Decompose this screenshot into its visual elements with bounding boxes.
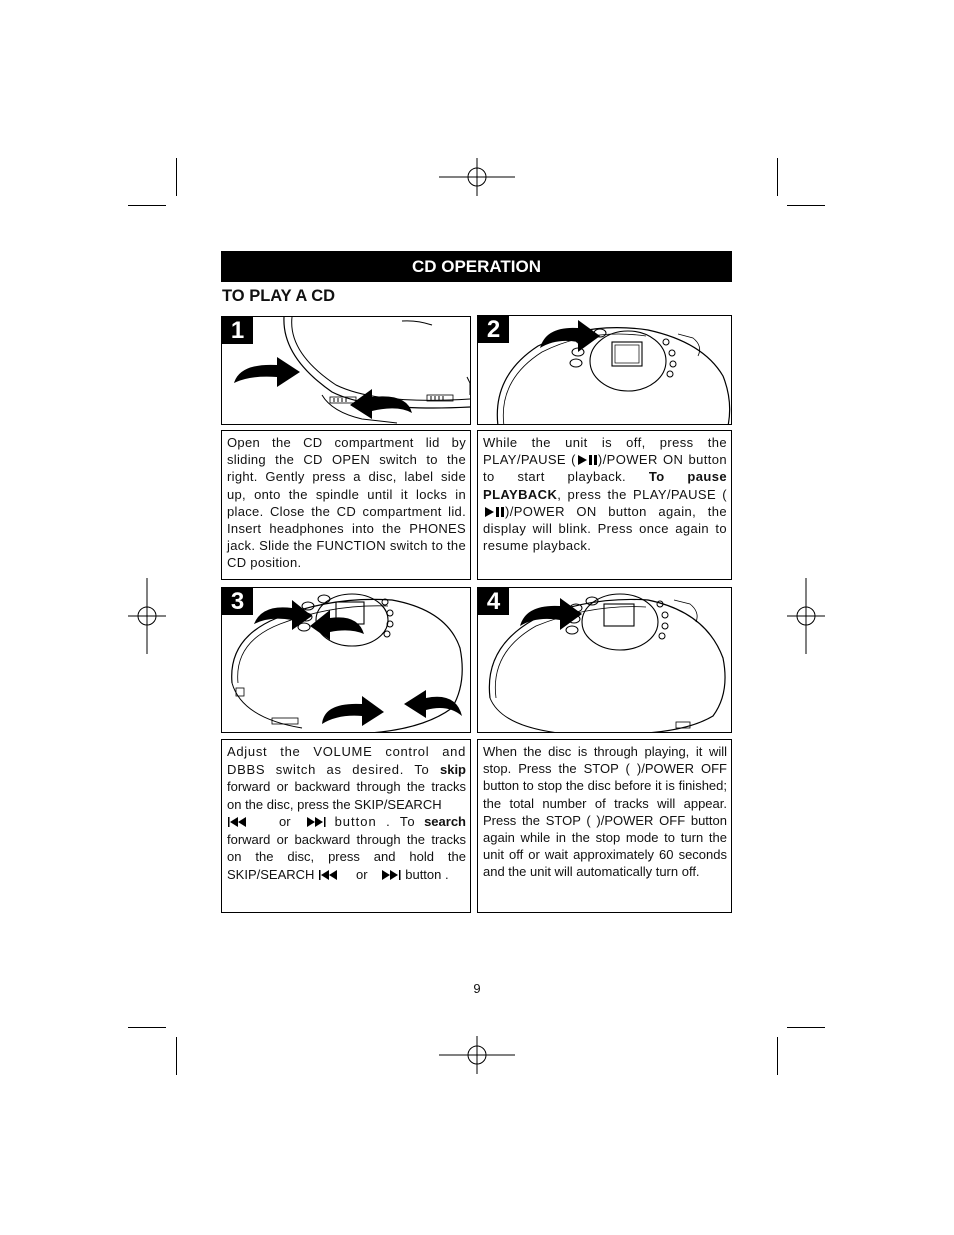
crop-mark	[176, 158, 177, 196]
step-3-text-part: button .	[405, 866, 449, 882]
curved-arrow-icon	[234, 357, 300, 387]
step-number: 3	[222, 588, 253, 615]
step-3-text-part: forward or backward through the tracks on the disc, press the SKIP/SEARCH	[227, 779, 466, 812]
step-2-bold: To pause PLAYBACK	[483, 469, 727, 502]
skip-forward-icon	[305, 816, 327, 828]
step-2-text-part: )/POWER ON button to start playback.	[483, 452, 727, 485]
skip-back-icon	[227, 816, 249, 828]
skip-back-icon	[318, 869, 340, 881]
curved-arrow-icon	[404, 690, 462, 718]
section-title: CD OPERATION	[221, 251, 732, 282]
step-2-illustration	[477, 315, 732, 425]
registration-mark-icon	[439, 1036, 515, 1074]
step-3-bold: skip	[439, 761, 466, 777]
step-3-text-part: or	[279, 814, 291, 829]
crop-mark	[787, 1027, 825, 1028]
page-number: 9	[473, 981, 481, 996]
step-number: 2	[478, 316, 509, 343]
play-pause-icon	[483, 506, 505, 518]
crop-mark	[176, 1037, 177, 1075]
registration-mark-icon	[128, 578, 166, 654]
page-subtitle: TO PLAY A CD	[222, 287, 336, 305]
step-1-text-box	[221, 430, 471, 580]
registration-mark-icon	[439, 158, 515, 196]
step-3-illustration	[221, 587, 471, 733]
step-4-text: When the disc is through playing, it will stop. Press the STOP ( )/POWER OFF button to stop the disc before it is finished; the total number of tracks will appear. Press the STOP ( )/POWER OFF button again while in the stop mode to turn the unit off or wait approximately 60 seconds and the unit will automatically turn off.	[483, 744, 727, 880]
cd-player-drawing	[222, 317, 471, 425]
crop-mark	[128, 1027, 166, 1028]
step-3-text	[227, 743, 466, 883]
crop-mark	[777, 1037, 778, 1075]
step-3-text-box	[221, 739, 471, 913]
step-3-text-part: forward or backward through the tracks on the disc, press and hold the SKIP/SEARCH	[227, 831, 466, 882]
step-2-text-part: )/POWER ON button again, the display will blink. Press once again to resume playback.	[483, 503, 727, 554]
step-2-text	[483, 434, 727, 554]
step-2-text-part: While the unit is off, press the PLAY/PAUSE (	[483, 435, 727, 468]
step-4-text-box	[477, 739, 732, 913]
step-number: 4	[478, 588, 509, 615]
step-2-text-part: , press the PLAY/PAUSE (	[557, 486, 727, 502]
step-1-text: Open the CD compartment lid by sliding the CD OPEN switch to the right. Gently press a disc, label side up, onto the spindle until it locks in place. Close the CD compartment lid. Insert headphones into the PHONES jack. Slide the FUNCTION switch to the CD position.	[227, 435, 466, 571]
step-3-text-part: button . To	[334, 814, 416, 829]
step-4-illustration	[477, 587, 732, 733]
crop-mark	[128, 205, 166, 206]
step-2-text-box	[477, 430, 732, 580]
curved-arrow-icon	[520, 598, 582, 630]
curved-arrow-icon	[540, 320, 600, 352]
cd-player-drawing	[222, 588, 471, 733]
step-3-text-part: Adjust the VOLUME control and DBBS switch as desired. To	[227, 744, 466, 777]
curved-arrow-icon	[310, 610, 364, 640]
step-1-illustration	[221, 316, 471, 425]
step-number: 1	[222, 317, 253, 344]
curved-arrow-icon	[322, 696, 384, 726]
play-pause-icon	[576, 454, 598, 466]
cd-player-drawing	[478, 588, 732, 733]
step-3-bold: search	[424, 814, 466, 829]
registration-mark-icon	[787, 578, 825, 654]
cd-player-drawing	[478, 316, 732, 425]
crop-mark	[787, 205, 825, 206]
skip-forward-icon	[380, 869, 402, 881]
step-3-text-part: or	[356, 866, 368, 882]
crop-mark	[777, 158, 778, 196]
